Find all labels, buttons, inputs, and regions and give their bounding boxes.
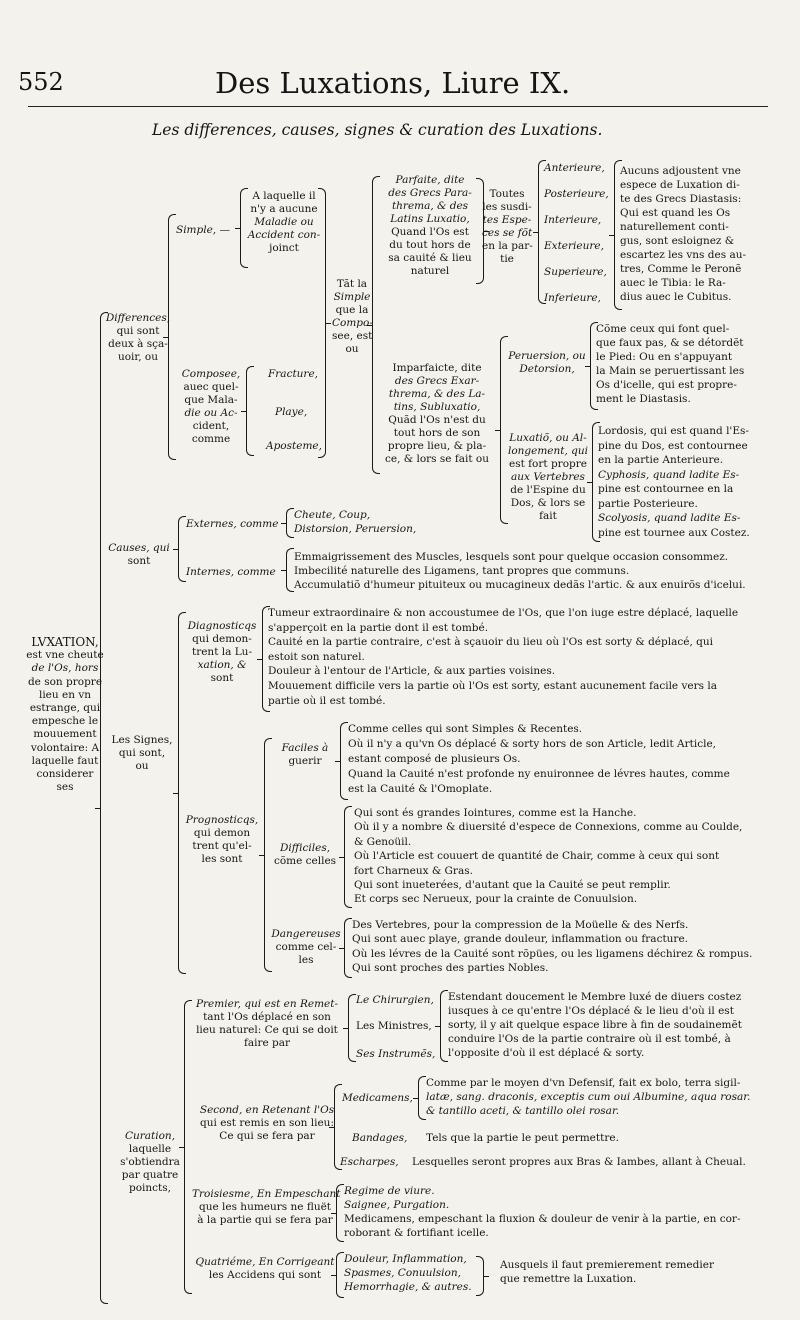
externes-label: Externes, comme — [186, 518, 279, 530]
second-label: Second, en Retenant l'Os qui est remis en son lieu: Ce qui se fera par — [199, 1104, 335, 1142]
differences-brace — [168, 214, 176, 460]
simple-label: Simple, — — [176, 224, 230, 236]
composee-playe: Playe, — [275, 406, 308, 418]
faciles-label: Faciles à guerir — [281, 742, 329, 767]
page-number: 552 — [18, 68, 64, 96]
diagnostics-items: Tumeur extraordinaire & non accoustumee de l'Os, que l'on iuge estre déplacé, laquelle s'apperçoit en la partie dont il est tombé. Cauité en la partie contraire, c'est à sçauoir du lieu où l'Os est sorty & déplacé, qui estoit son naturel. Douleur à l'entour de l'Article, & aux parties voisines. Mouuement difficile vers la partie où l'Os est sorty, estant aucunement facile vers la partie où il est tombé. — [268, 607, 739, 707]
composee-aposteme: Aposteme, — [266, 440, 322, 452]
tant-label: Tãt la Simple que la Compo- see, est ou — [332, 278, 373, 355]
dangereuses-items: Des Vertebres, pour la compression de la Moüelle & des Nerfs. Qui sont auec playe, grande douleur, inflammation ou fracture. Où les lévres de la Cauité sont rõpües, ou les ligamens déchirez & rompus. Qui sont proches des parties Nobles. — [352, 919, 753, 975]
peruersion-desc: Cõme ceux qui font quel- que faux pas, & se détordẽt le Pied: Ou en s'appuyant la Main se peruertissant les Os d'icelle, qui est propre- ment le Diastasis. — [596, 323, 745, 405]
internes-label: Internes, comme — [186, 566, 276, 578]
header-rule — [28, 106, 768, 107]
troisiesme-items: Regime de viure. Saignee, Purgation. Medicamens, empeschant la fluxion & douleur de venir à la partie, en cor- roborant & fortifiant icelle. — [344, 1185, 741, 1239]
luxatio-label: Luxatiõ, ou Al- longement, qui est fort propre aux Vertebres de l'Espine du Dos, & lors se fait — [507, 432, 589, 522]
peruersion-label: Peruersion, ou Detorsion, — [508, 350, 586, 375]
medicamens-desc: Comme par le moyen d'vn Defensif, fait ex bolo, terra sigil- latæ, sang. draconis, exceptis cum oui Albumine, aqua rosar. & tantillo aceti, & tantillo olei rosar. — [426, 1077, 751, 1117]
direction-posterieure: Posterieure, — [544, 188, 609, 200]
quatriesme-brace — [336, 1252, 344, 1298]
quatriesme-desc: Ausquels il faut premierement remedier que remettre la Luxation. — [500, 1259, 714, 1285]
medicamens-label: Medicamens, — [342, 1092, 413, 1104]
troisiesme-brace — [336, 1184, 344, 1242]
differences-label: Differences, qui sont deux à sça- uoir, ou — [105, 312, 171, 363]
agent-chirurgien: Le Chirurgien, — [356, 994, 434, 1006]
dangereuses-label: Dangereuses comme cel- les — [271, 928, 341, 966]
luxatio-desc: Lordosis, qui est quand l'Es- pine du Dos, est contournee en la partie Anterieure. Cyphosis, quand ladite Es- pine est contournee en la partie Posterieure. Scolyosis, quand ladite Es- pine est tournee aux Costez. — [598, 425, 750, 539]
direction-anterieure: Anterieure, — [544, 162, 605, 174]
direction-inferieure: Inferieure, — [544, 292, 601, 304]
differences-right-brace — [318, 188, 326, 458]
direction-exterieure: Exterieure, — [544, 240, 604, 252]
difficiles-brace — [344, 806, 352, 908]
signes-label: Les Signes, qui sont, ou — [111, 734, 173, 772]
causes-brace — [178, 516, 186, 582]
composee-brace — [246, 366, 254, 456]
diastasis-note: Aucuns adjoustent vne espece de Luxation di- te des Grecs Diastasis: Qui est quand les Os naturellement conti- gus, sont esloignez & escartez les vns des au- tres, Comme le Peronẽ auec le Tibia: le Ra- dius auec le Cubitus. — [620, 165, 747, 303]
prognostics-label: Prognosticqs, qui demon trent qu'el- les sont — [185, 814, 259, 865]
agent-ministres: Les Ministres, — [356, 1020, 432, 1032]
diagnostics-label: Diagnosticqs qui demon- trent la Lu- xation, & sont — [187, 620, 257, 684]
page-subtitle: Les differences, causes, signes & curation des Luxations. — [152, 121, 603, 139]
root-term: LVXATION, est vne cheute de l'Os, hors de son propre lieu en vn estrange, qui empesche le mouuement volontaire: A laquelle faut considerer ses — [26, 635, 104, 794]
direction-superieure: Superieure, — [544, 266, 607, 278]
bandages-desc: Tels que la partie le peut permettre. — [426, 1132, 619, 1144]
curation-label: Curation, laquelle s'obtiendra par quatre poincts, — [120, 1130, 180, 1194]
tant-brace — [372, 176, 380, 474]
internes-items: Emmaigrissement des Muscles, lesquels sont pour quelque occasion consommez. Imbecilité naturelle des Ligamens, tant propres que communs. Accumulatiõ d'humeur pituiteux ou mucagineux dedãs l'artic. & aux enuirõs d'icelui. — [294, 551, 746, 591]
premier-desc: Estendant doucement le Membre luxé de diuers costez iusques à ce qu'entre l'Os déplacé & le lieu d'où il est sorty, il y ait quelque espace libre à fin de soudainemẽt conduire l'Os de la partie contraire où il est tombé, à l'opposite d'où il est déplacé & sorty. — [448, 991, 742, 1059]
externes-items: Cheute, Coup, Distorsion, Peruersion, — [294, 509, 417, 535]
root-brace — [100, 312, 108, 1304]
quatriesme-right-brace — [476, 1256, 484, 1296]
internes-brace — [286, 548, 294, 592]
difficiles-items: Qui sont és grandes Iointures, comme est la Hanche. Où il y a nombre & diuersité d'espece de Connexions, comme au Coulde, & Genoüil. Où l'Article est couuert de quantité de Chair, comme à ceux qui sont fort Charneux & Gras. Qui sont inueterées, d'autant que la Cauité se peut remplir. Et corps sec Nerueux, pour la crainte de Conuulsion. — [354, 807, 743, 906]
parfaite-label: Parfaite, dite des Grecs Para- threma, & des Latins Luxatio, Quand l'Os est du tout hors de sa cauité & lieu naturel — [388, 174, 472, 277]
premier-brace — [348, 994, 356, 1062]
difficiles-label: Difficiles, cõme celles — [273, 842, 337, 867]
premier-desc-brace — [440, 990, 448, 1062]
direction-interieure: Interieure, — [544, 214, 602, 226]
dangereuses-brace — [344, 918, 352, 978]
running-head: Des Luxations, Liure IX. — [215, 66, 571, 100]
curation-brace — [184, 1000, 192, 1294]
simple-desc: A laquelle il n'y a aucune Maladie ou Accident con- joinct — [247, 190, 321, 254]
composee-fracture: Fracture, — [268, 368, 318, 380]
quatriesme-label: Quatriéme, En Corrigeant les Accidens qui sont — [195, 1256, 335, 1281]
troisiesme-label: Troisiesme, En Empeschant que les humeurs ne fluët à la partie qui se fera par — [192, 1188, 341, 1226]
externes-brace — [286, 508, 294, 538]
agent-instruments: Ses Instrumẽs, — [356, 1048, 436, 1060]
faciles-brace — [340, 722, 348, 800]
causes-label: Causes, qui sont — [108, 542, 170, 567]
imparfaite-label: Imparfaicte, dite des Grecs Exar- threma, & des La- tins, Subluxatio, Quãd l'Os n'est du tout hors de son propre lieu, & pla- ce, & lors se fait ou — [385, 362, 489, 465]
premier-label: Premier, qui est en Remet- tant l'Os déplacé en son lieu naturel: Ce qui se doit faire par — [195, 998, 339, 1049]
bandages-label: Bandages, — [352, 1132, 408, 1144]
composee-label: Composee, auec quel- que Mala- die ou Ac- cident, comme — [181, 368, 241, 445]
directions-brace — [538, 160, 546, 304]
quatriesme-items: Douleur, Inflammation, Spasmes, Conuulsion, Hemorrhagie, & autres. — [344, 1253, 472, 1293]
medicamens-brace — [418, 1076, 426, 1120]
escharpes-desc: Lesquelles seront propres aux Bras & Iambes, allant à Cheual. — [412, 1156, 746, 1168]
escharpes-label: Escharpes, — [340, 1156, 399, 1168]
toutes-label: Toutes les susdi- tes Espe- ces se fõt en la par- tie — [482, 188, 533, 265]
faciles-items: Comme celles qui sont Simples & Recentes. Où il n'y a qu'vn Os déplacé & sorty hors de son Article, ledit Article, estant composé de plusieurs Os. Quand la Cauité n'est profonde ny enuironnee de lévres hautes, comme est la Cauité & l'Omoplate. — [348, 723, 730, 795]
